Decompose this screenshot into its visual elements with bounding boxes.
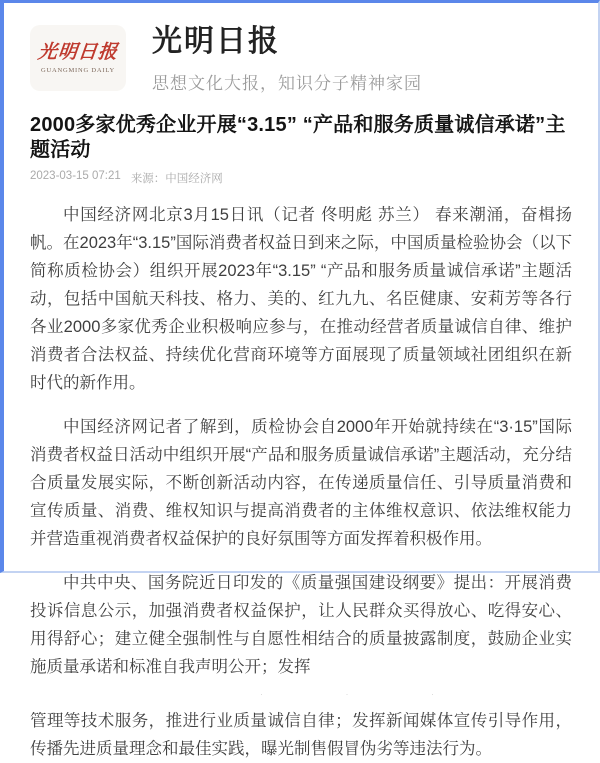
site-tagline: 思想文化大报，知识分子精神家园 bbox=[152, 73, 422, 93]
article-source[interactable]: 来源：中国经济网 bbox=[130, 172, 223, 185]
paragraph-3: 中共中央、国务院近日印发的《质量强国建设纲要》提出：开展消费投诉信息公示，加强消费者权益保护，让人民群众买得放心、吃得安心、用得舒心；建立健全强制性与自愿性相结合的质量披露制度，鼓励企业实施质量承诺和标准自我声明公开；发挥 bbox=[30, 573, 572, 676]
guangming-daily-logo[interactable] bbox=[30, 25, 126, 91]
article-body bbox=[30, 201, 572, 763]
paragraph-2: 中国经济网记者了解到，质检协会自2000年开始就持续在“3·15”国际消费者权益日活动中组织开展“产品和服务质量诚信承诺”主题活动，充分结合质量发展实际，不断创新活动内容，在传递质量信任、引导质量消费和宣传质量、消费、维权知识与提高消费者的主体维权意识、依法维权能力并营造重视消费者权益保护的良好氛围等方面发挥着积极作用。 bbox=[30, 417, 572, 548]
paragraph-1: 中国经济网北京3月15日讯（记者 佟明彪 苏兰） 春来潮涌，奋楫扬帆。在2023年“3.15”国际消费者权益日到来之际，中国质量检验协会（以下简称质检协会）组织开展2023年“3.15” “产品和服务质量诚信承诺”主题活动，包括中国航天科技、格力、美的、红九九、名臣健康、安莉芳等各行各业2000多家优秀企业积极响应参与，在推动经营者质量诚信自律、维护消费者合法权益、持续优化营商环境等方面展现了质量领域社团组织在新时代的新作用。 bbox=[30, 205, 572, 392]
site-title: 光明日报 bbox=[152, 25, 280, 58]
paragraph-continuation: 管理等技术服务，推进行业质量诚信自律；发挥新闻媒体宣传引导作用，传播先进质量理念和最佳实践，曝光制售假冒伪劣等违法行为。 bbox=[30, 711, 572, 758]
logo-subtext: GUANGMING DAILY bbox=[41, 66, 115, 74]
site-header bbox=[30, 23, 572, 94]
seam-artifact-dots: · · · bbox=[260, 688, 474, 699]
publish-date: 2023-03-15 07:21 bbox=[30, 169, 121, 182]
masthead-text bbox=[152, 23, 422, 94]
article-meta bbox=[30, 170, 572, 186]
article-title: 2000多家优秀企业开展“3.15” “产品和服务质量诚信承诺”主题活动 bbox=[30, 113, 566, 161]
screenshot-stitch-seam bbox=[30, 681, 572, 707]
logo-calligraphy-text: 光明日报 bbox=[36, 41, 120, 63]
